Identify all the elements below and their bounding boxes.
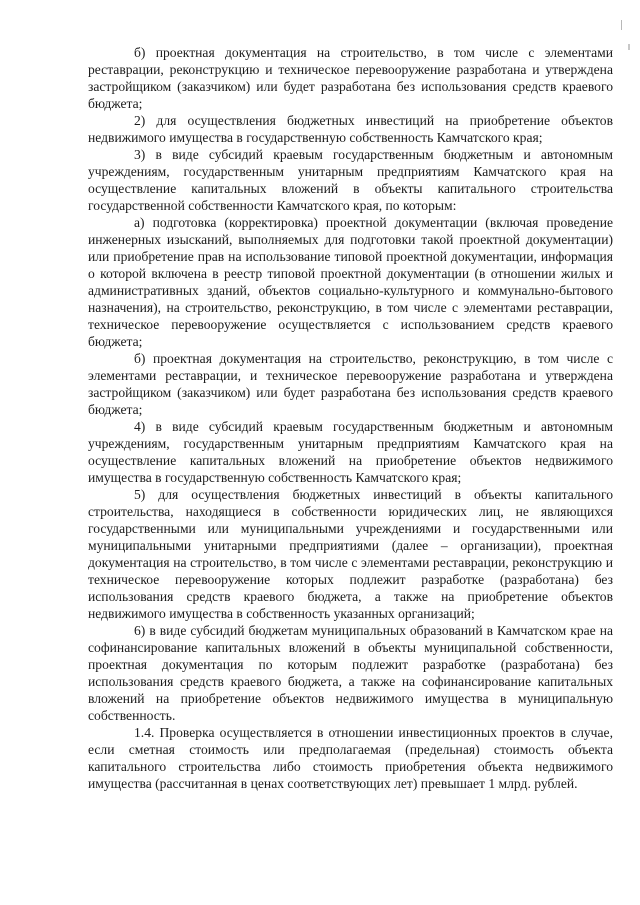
paragraph-4: 4) в виде субсидий краевым государственным бюджетным и автономным учреждениям, государственным унитарным предприятиям Камчатского края на осуществление капитальных вложений на приобретение объектов недвижимого имущества в государственную собственность Камчатского края; (88, 419, 613, 485)
scan-edge-mark (621, 20, 626, 30)
paragraph-2: 2) для осуществления бюджетных инвестиций на приобретение объектов недвижимого имущества в государственную собственность Камчатского края; (88, 113, 613, 145)
paragraph-3: 3) в виде субсидий краевым государственным бюджетным и автономным учреждениям, государственным унитарным предприятиям Камчатского края на осуществление капитальных вложений в объекты капитального строительства государственной собственности Камчатского края, по которым: (88, 147, 613, 213)
paragraph-1b-first: б) проектная документация на строительство, в том числе с элементами реставрации, реконструкцию и техническое перевооружение разработана и утверждена застройщиком (заказчиком) или будет разработана без использования средств краевого бюджета; (88, 45, 613, 111)
paragraph-5: 5) для осуществления бюджетных инвестиций в объекты капитального строительства, находящиеся в собственности юридических лиц, не являющихся государственными или муниципальными учреждениями и государственными или муниципальными унитарными предприятиями (далее – организации), проектная документация на строительство, в том числе с элементами реставрации, реконструкцию и техническое перевооружение которых подлежит разработке (разработана) без использования средств краевого бюджета, а также на приобретение объектов недвижимого имущества в собственность указанных организаций; (88, 487, 613, 621)
paragraph-6: 6) в виде субсидий бюджетам муниципальных образований в Камчатском крае на софинансирование капитальных вложений в объекты муниципальной собственности, проектная документация по которым подлежит разработке (разработана) без использования средств краевого бюджета, а также на софинансирование капитальных вложений на приобретение объектов недвижимого имущества в муниципальную собственность. (88, 623, 613, 723)
paragraph-3a: а) подготовка (корректировка) проектной документации (включая проведение инженерных изысканий, выполняемых для подготовки такой проектной документации) или приобретение прав на использование типовой проектной документации, информация о которой включена в реестр типовой проектной документации (в отношении жилых и административных зданий, объектов социально-культурного и коммунально-бытового назначения), на строительство, реконструкцию, в том числе с элементами реставрации, техническое перевооружение осуществляется с использованием средств краевого бюджета; (88, 215, 613, 349)
scan-edge-dot (628, 44, 630, 50)
paragraph-1-4: 1.4. Проверка осуществляется в отношении инвестиционных проектов в случае, если сметная стоимость или предполагаемая (предельная) стоимость объекта капитального строительства либо стоимость приобретения объекта недвижимого имущества (рассчитанная в ценах соответствующих лет) превышает 1 млрд. рублей. (88, 725, 613, 791)
document-body (88, 44, 613, 792)
paragraph-3b: б) проектная документация на строительство, реконструкцию, в том числе с элементами реставрации, и техническое перевооружение разработана и утверждена застройщиком (заказчиком) или будет разработана без использования средств краевого бюджета; (88, 351, 613, 417)
